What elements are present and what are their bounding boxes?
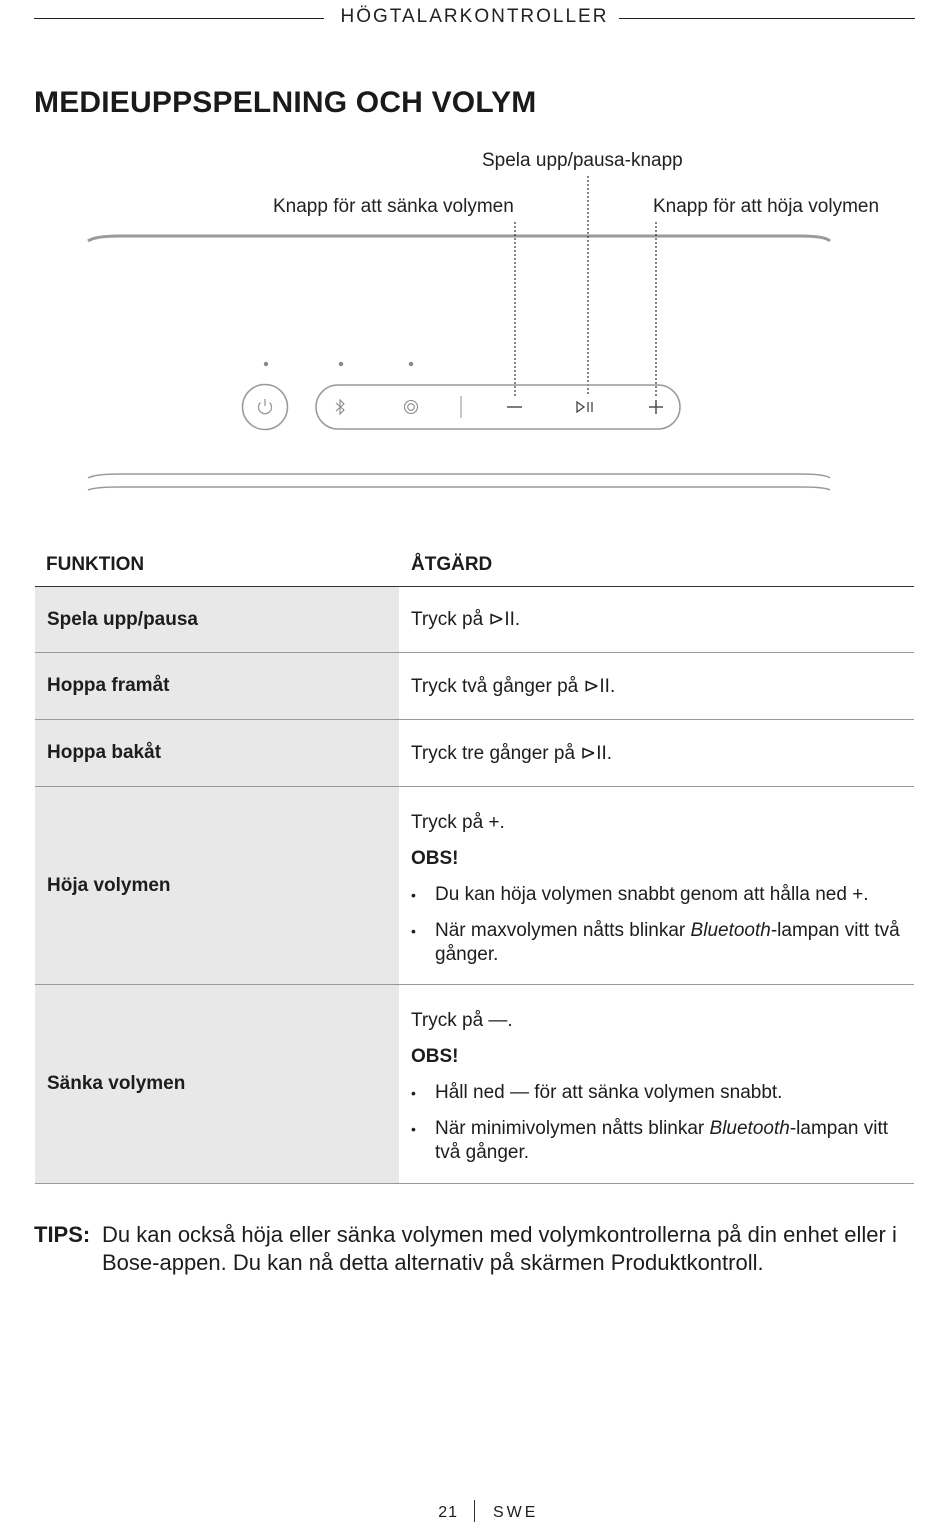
- speaker-top-edge: [88, 236, 830, 241]
- bluetooth-icon: [336, 400, 344, 414]
- table-row: [35, 587, 914, 653]
- tips-block: [34, 1221, 914, 1277]
- speaker-bottom-edge-2: [88, 487, 830, 490]
- tips-text: Du kan också höja eller sänka volymen med volymkontrollerna på din enhet eller i Bose-appen. Du kan nå detta alternativ på skärmen Produktkontroll.: [102, 1222, 897, 1275]
- label-volume-down: Knapp för att sänka volymen: [273, 196, 514, 217]
- function-table: [35, 548, 914, 1184]
- note-label: OBS!: [411, 848, 459, 869]
- function-cell: Hoppa bakåt: [47, 742, 162, 763]
- header-action: ÅTGÄRD: [411, 554, 493, 575]
- action-text: Tryck på +.: [411, 812, 505, 833]
- table-row: [35, 985, 914, 1184]
- header-function: FUNKTION: [46, 554, 145, 575]
- note-bullet: • Håll ned — för att sänka volymen snabbt.: [411, 1081, 914, 1105]
- function-cell: Hoppa framåt: [47, 675, 170, 696]
- function-cell: Sänka volymen: [47, 1073, 186, 1094]
- section-header: [34, 6, 915, 32]
- function-cell: Höja volymen: [47, 874, 171, 896]
- table-row: [35, 787, 914, 985]
- indicator-dot-source: [409, 362, 413, 366]
- note-bullet: • När maxvolymen nåtts blinkar Bluetooth-lampan vitt två gånger.: [411, 919, 914, 967]
- control-pill: [316, 385, 680, 429]
- indicator-dot-bluetooth: [339, 362, 343, 366]
- action-text: Tryck på —.: [411, 1010, 513, 1031]
- note-bullet: • Du kan höja volymen snabbt genom att hålla ned +.: [411, 883, 914, 907]
- action-cell: Tryck på ⊳II.: [411, 609, 521, 630]
- table-row: [35, 653, 914, 720]
- footer-divider: [474, 1500, 475, 1522]
- function-cell: Spela upp/pausa: [47, 608, 198, 630]
- action-cell: [411, 811, 914, 967]
- tips-label: TIPS:: [34, 1222, 91, 1247]
- plus-icon[interactable]: [649, 400, 663, 414]
- action-cell: Tryck tre gånger på ⊳II.: [411, 743, 613, 764]
- power-button[interactable]: [243, 385, 288, 430]
- section-title: HÖGTALARKONTROLLER: [333, 6, 617, 27]
- language-code: SWE: [493, 1504, 539, 1521]
- page-footer: [0, 1498, 950, 1528]
- power-icon: [259, 399, 272, 414]
- page-title: MEDIEUPPSPELNING OCH VOLYM: [34, 86, 537, 119]
- speaker-bottom-edge-1: [88, 474, 830, 478]
- play-pause-icon[interactable]: [577, 402, 592, 412]
- table-header: [35, 548, 914, 587]
- source-icon: [405, 401, 418, 414]
- action-cell: Tryck två gånger på ⊳II.: [411, 676, 616, 697]
- speaker-diagram: [0, 140, 950, 510]
- table-row: [35, 720, 914, 787]
- note-bullet: • När minimivolymen nåtts blinkar Bluetooth-lampan vitt två gånger.: [411, 1117, 914, 1165]
- page-number: 21: [438, 1504, 458, 1521]
- label-volume-up: Knapp för att höja volymen: [653, 196, 880, 217]
- indicator-dot-power: [264, 362, 268, 366]
- note-label: OBS!: [411, 1046, 459, 1067]
- label-play-pause: Spela upp/pausa-knapp: [482, 150, 683, 171]
- action-cell: [411, 1009, 914, 1165]
